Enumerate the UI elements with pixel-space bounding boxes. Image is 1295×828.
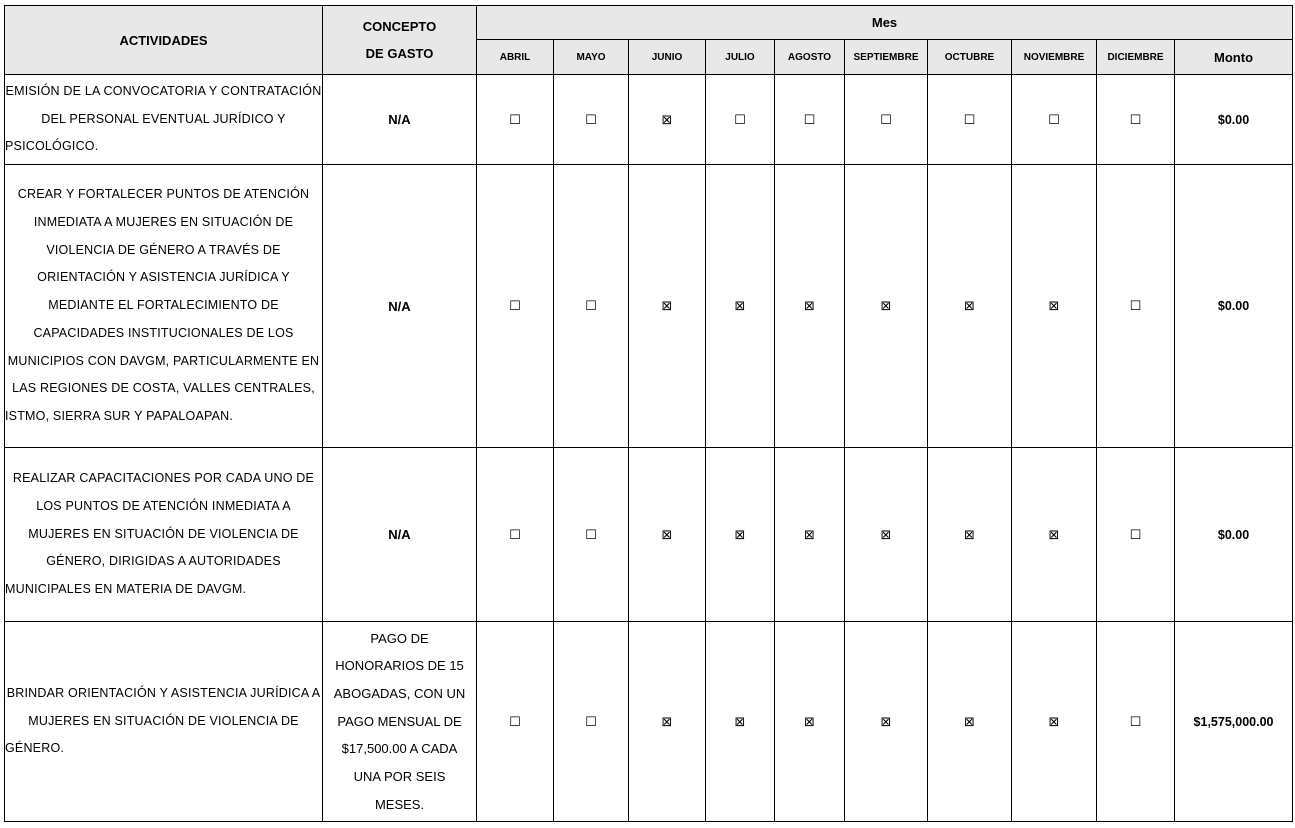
table-row [5,75,1293,165]
month-cell-octubre [928,165,1012,448]
activities-header: ACTIVIDADES [5,6,323,75]
amount-cell: $0.00 [1175,448,1293,622]
table-row [5,165,1293,448]
checked-box-icon: ⊠ [880,299,892,314]
activity-cell: CREAR Y FORTALECER PUNTOS DE ATENCIÓN INMEDIATA A MUJERES EN SITUACIÓN DE VIOLENCIA DE GÉNERO A TRAVÉS DE ORIENTACIÓN Y ASISTENCIA JURÍDICA Y MEDIANTE EL FORTALECIMIENTO DE CAPACIDADES INSTITUCIONALES DE LOS MUNICIPIOS CON DAVGM, PARTICULARMENTE EN LAS REGIONES DE COSTA, VALLES CENTRALES, ISTMO, SIERRA SUR Y PAPALOAPAN. [5,165,323,448]
month-cell-julio [706,165,775,448]
month-header-noviembre: NOVIEMBRE [1012,40,1097,75]
month-cell-octubre [928,75,1012,165]
month-cell-octubre [928,448,1012,622]
unchecked-box-icon: ☐ [1129,299,1142,314]
checked-box-icon: ⊠ [964,714,975,730]
checked-box-icon: ⊠ [880,714,892,730]
amount-cell: $0.00 [1175,75,1293,165]
month-cell-agosto [775,448,845,622]
month-cell-septiembre [845,75,928,165]
checked-box-icon: ⊠ [964,299,975,314]
unchecked-box-icon: ☐ [1129,714,1142,730]
month-header-agosto: AGOSTO [775,40,845,75]
checked-box-icon: ⊠ [964,527,975,543]
checked-box-icon: ⊠ [734,527,746,543]
checked-box-icon: ⊠ [661,299,673,314]
unchecked-box-icon: ☐ [585,299,597,314]
amount-cell: $0.00 [1175,165,1293,448]
amount-cell: $1,575,000.00 [1175,622,1293,822]
month-cell-junio [629,165,706,448]
checked-box-icon: ⊠ [804,299,815,314]
concept-cell: N/A [323,165,477,448]
month-cell-mayo [554,622,629,822]
month-header-abril: ABRIL [477,40,554,75]
month-header-octubre: OCTUBRE [928,40,1012,75]
month-cell-abril [477,622,554,822]
unchecked-box-icon: ☐ [1048,112,1060,128]
unchecked-box-icon: ☐ [1129,112,1142,128]
checked-box-icon: ⊠ [880,527,892,543]
month-cell-abril [477,75,554,165]
unchecked-box-icon: ☐ [734,112,746,128]
table-row [5,448,1293,622]
month-cell-septiembre [845,448,928,622]
activity-cell: BRINDAR ORIENTACIÓN Y ASISTENCIA JURÍDICA A MUJERES EN SITUACIÓN DE VIOLENCIA DE GÉNERO. [5,622,323,822]
month-cell-mayo [554,165,629,448]
checked-box-icon: ⊠ [804,527,815,543]
month-header-diciembre: DICIEMBRE [1097,40,1175,75]
month-cell-junio [629,448,706,622]
table-row [5,622,1293,822]
month-header-mayo: MAYO [554,40,629,75]
month-cell-septiembre [845,622,928,822]
checked-box-icon: ⊠ [734,714,746,730]
month-cell-septiembre [845,165,928,448]
unchecked-box-icon: ☐ [963,112,976,128]
month-cell-noviembre [1012,622,1097,822]
checked-box-icon: ⊠ [734,299,746,314]
activity-cell: EMISIÓN DE LA CONVOCATORIA Y CONTRATACIÓN DEL PERSONAL EVENTUAL JURÍDICO Y PSICOLÓGICO. [5,75,323,165]
checked-box-icon: ⊠ [1048,714,1060,730]
concept-header [323,6,477,75]
unchecked-box-icon: ☐ [880,112,892,128]
month-cell-junio [629,622,706,822]
unchecked-box-icon: ☐ [585,112,597,128]
month-cell-mayo [554,75,629,165]
unchecked-box-icon: ☐ [509,714,521,730]
month-header-julio: JULIO [706,40,775,75]
activities-schedule-table [4,5,1293,822]
month-cell-octubre [928,622,1012,822]
concept-header-line1: CONCEPTO [362,19,437,34]
concept-header-line2: DE GASTO [365,46,434,61]
month-cell-agosto [775,622,845,822]
amount-header: Monto [1175,40,1293,75]
unchecked-box-icon: ☐ [585,527,597,543]
month-cell-agosto [775,75,845,165]
month-cell-julio [706,622,775,822]
table-body [5,75,1293,822]
month-cell-abril [477,448,554,622]
concept-cell: PAGO DE HONORARIOS DE 15 ABOGADAS, CON UN PAGO MENSUAL DE $17,500.00 A CADA UNA POR SEIS MESES. [323,622,477,822]
unchecked-box-icon: ☐ [803,112,816,128]
month-cell-mayo [554,448,629,622]
checked-box-icon: ⊠ [661,112,673,128]
month-cell-noviembre [1012,165,1097,448]
unchecked-box-icon: ☐ [509,299,521,314]
checked-box-icon: ⊠ [1048,527,1060,543]
month-cell-julio [706,75,775,165]
month-cell-noviembre [1012,448,1097,622]
unchecked-box-icon: ☐ [1129,527,1142,543]
checked-box-icon: ⊠ [804,714,815,730]
concept-cell: N/A [323,448,477,622]
month-cell-noviembre [1012,75,1097,165]
checked-box-icon: ⊠ [661,527,673,543]
month-cell-abril [477,165,554,448]
month-cell-agosto [775,165,845,448]
month-cell-junio [629,75,706,165]
month-cell-julio [706,448,775,622]
month-header-junio: JUNIO [629,40,706,75]
unchecked-box-icon: ☐ [509,527,521,543]
checked-box-icon: ⊠ [1048,299,1060,314]
unchecked-box-icon: ☐ [585,714,597,730]
unchecked-box-icon: ☐ [509,112,521,128]
month-cell-diciembre [1097,622,1175,822]
month-cell-diciembre [1097,165,1175,448]
month-group-header: Mes [477,6,1293,40]
activity-cell: REALIZAR CAPACITACIONES POR CADA UNO DE LOS PUNTOS DE ATENCIÓN INMEDIATA A MUJERES EN SITUACIÓN DE VIOLENCIA DE GÉNERO, DIRIGIDAS A AUTORIDADES MUNICIPALES EN MATERIA DE DAVGM. [5,448,323,622]
month-header-septiembre: SEPTIEMBRE [845,40,928,75]
month-cell-diciembre [1097,448,1175,622]
concept-cell: N/A [323,75,477,165]
checked-box-icon: ⊠ [661,714,673,730]
month-cell-diciembre [1097,75,1175,165]
